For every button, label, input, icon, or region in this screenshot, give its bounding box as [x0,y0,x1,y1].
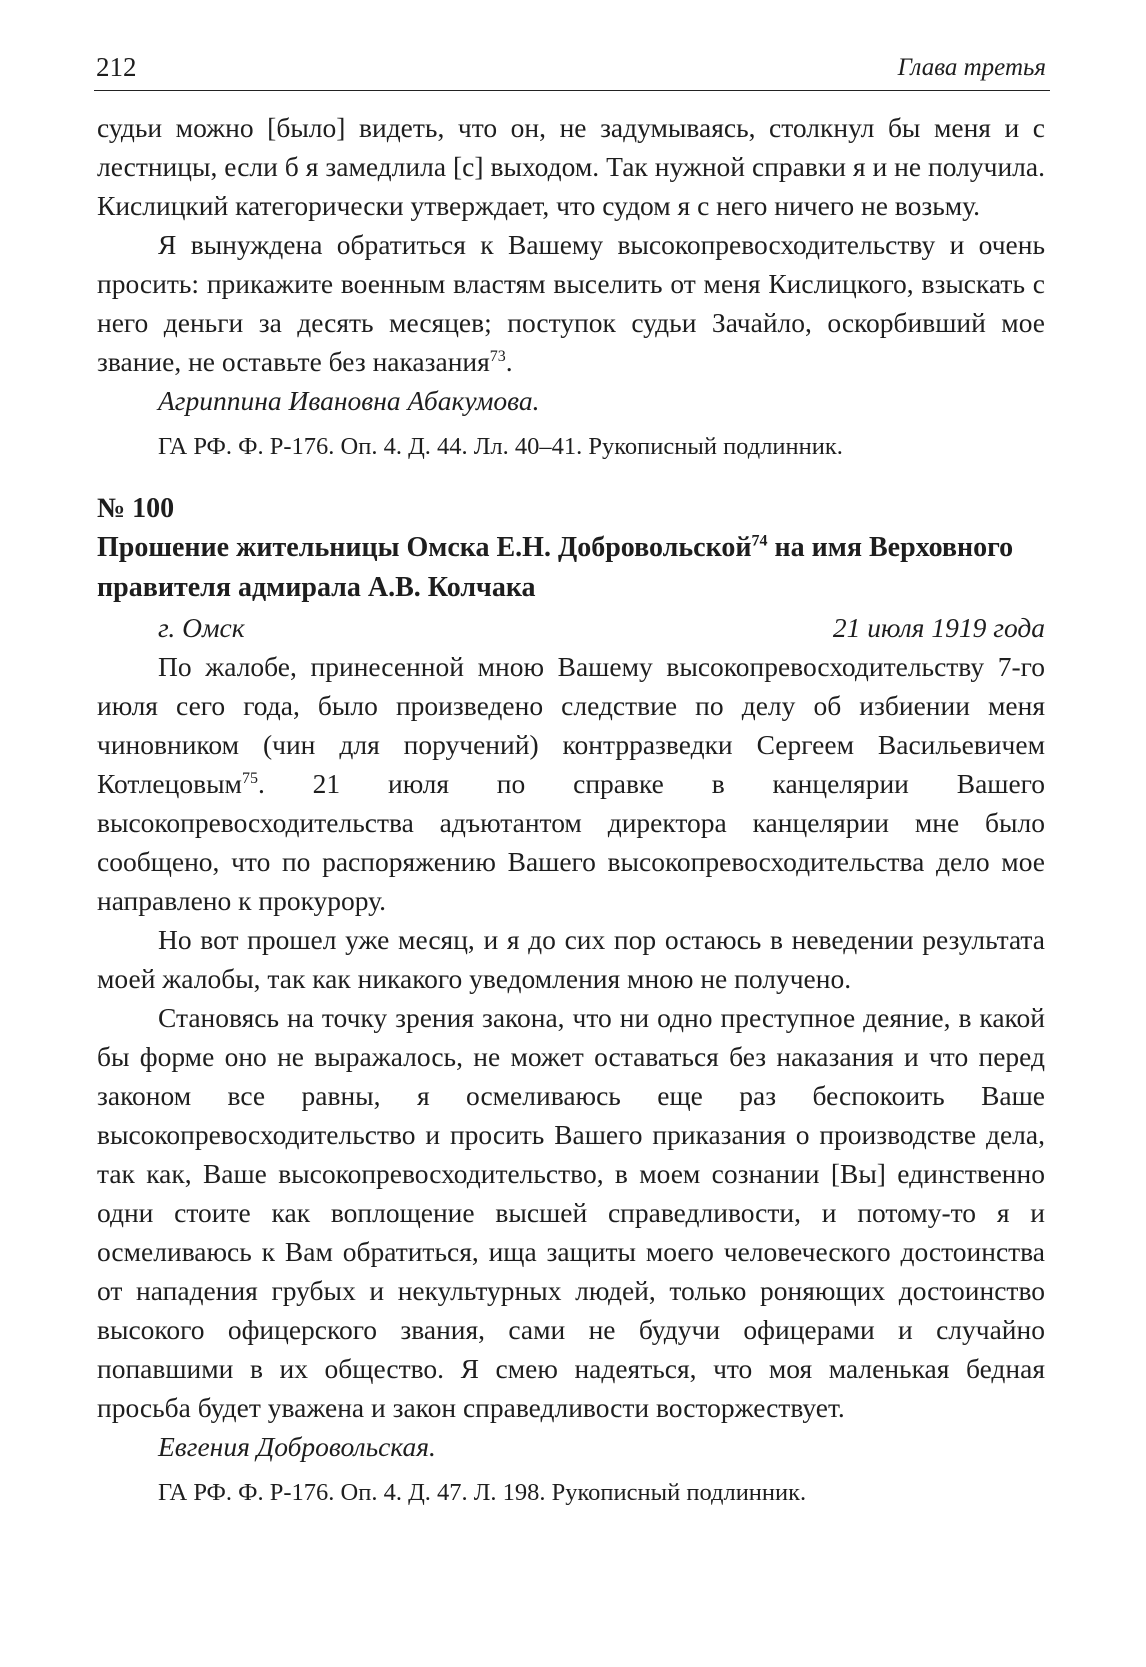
doc100-title-part-1: Прошение жительницы Омска Е.Н. Добровольской [97,532,752,563]
doc100-paragraph-1-text: По жалобе, принесенной мною Вашему высокопревосходительству 7-го июля сего года, было произведено следствие по делу об избиении меня чиновником (чин для поручений) контрразведки Сергеем Васильевичем Котлецовым [97,651,1045,799]
doc99-paragraph-2-text: Я вынуждена обратиться к Вашему высокопревосходительству и очень просить: прикажите военным властям выселить от меня Кислицкого, взыскать с него деньги за десять месяцев; поступок судьи Зачайло, оскорбивший мое звание, не оставьте без наказания [97,229,1045,377]
doc100-title [97,528,1045,608]
doc100-archive-source: ГА РФ. Ф. Р-176. Оп. 4. Д. 47. Л. 198. Рукописный подлинник. [158,1479,807,1506]
footnote-ref-73: 73 [489,347,506,365]
doc100-signature: Евгения Добровольская. [158,1431,436,1462]
doc99-archive-source: ГА РФ. Ф. Р-176. Оп. 4. Д. 44. Лл. 40–41. Рукописный подлинник. [158,433,843,460]
footnote-ref-74: 74 [751,532,768,550]
doc100-paragraph-1 [97,647,1045,920]
page-number: 212 [96,52,137,82]
doc99-paragraph-1 [97,108,1045,225]
doc100-number: № 100 [97,493,175,524]
doc100-paragraph-2: Но вот прошел уже месяц, и я до сих пор остаюсь в неведении результата моей жалобы, так как никакого уведомления мною не получено. [97,924,1045,994]
running-head: Глава третья [897,54,1046,81]
doc99-paragraph-1-text: судьи можно [было] видеть, что он, не задумываясь, столкнул бы меня и с лестницы, если б я замедлила [с] выходом. Так нужной справки я и не получила. Кислицкий категорически утверждает, что судом я с него ничего не возьму. [97,112,1045,221]
doc100-paragraph-3: Становясь на точку зрения закона, что ни одно преступное деяние, в какой бы форме оно не выражалось, не может оставаться без наказания и что перед законом все равны, я осмеливаюсь еще раз беспокоить Ваше высокопревосходительство и просить Вашего приказания о производстве дела, так как, Ваше высокопревосходительство, в моем сознании [Вы] единственно одни стоите как воплощение высшей справедливости, и потому-то я и осмеливаюсь к Вам обратиться, ища защиты моего человеческого достоинства от нападения грубых и некультурных людей, только роняющих достоинство высокого офицерского звания, сами не будучи офицерами и случайно попавшими в их общество. Я смею надеяться, что моя маленькая бедная просьба будет уважена и закон справедливости восторжествует. [97,1002,1045,1423]
page-body [97,108,1045,1512]
doc100-paragraph-1-end: . 21 июля по справке в канцелярии Вашего высокопревосходительства адъютантом директора канцелярии мне было сообщено, что по распоряжению Вашего высокопревосходительства дело мое направлено к прокурору. [97,768,1045,916]
doc100-date: 21 июля 1919 года [832,612,1045,643]
page-header [94,50,1050,91]
doc100-title-part-2: на имя Верховного правителя адмирала А.В. Колчака [97,532,1014,603]
footnote-ref-75: 75 [241,769,258,787]
doc99-paragraph-2-end: . [505,346,513,377]
doc100-place-date [97,608,1045,647]
doc99-paragraph-2 [97,225,1045,381]
doc99-signature: Агриппина Ивановна Абакумова. [158,385,540,416]
doc100-place: г. Омск [158,612,245,643]
